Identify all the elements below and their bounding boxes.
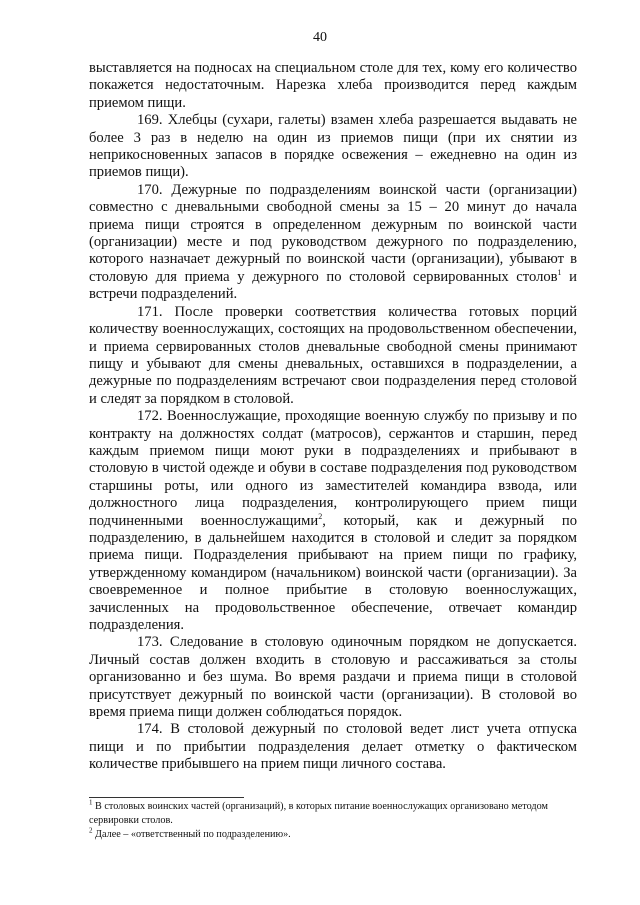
paragraph-170-text: 170. Дежурные по подразделениям воинской части (организации) совместно с дневальными свободной смены за 15 – 20 минут до начала приема пищи строятся в определенном дежурным по воинской части (организации) месте и под руководством дежурного по подразделению, которого назначает дежурный по воинской части (организации), убывают в столовую для приема у дежурного по столовой сервированных столов [89,181,577,285]
footnote-1-mark: 1 [89,798,93,807]
footnote-ref-1: 1 [557,268,562,278]
paragraph-170-tail: и встречи подразделений. [89,268,577,303]
footnote-2-text: Далее – «ответственный по подразделению». [92,829,291,840]
footnote-2-mark: 2 [89,826,93,835]
paragraph-172-text: 172. Военнослужащие, проходящие военную службу по призыву и по контракту на должностях солдат (матросов), сержантов и старшин, перед каждым приемом пищи моют руки в подразделениях и прибывают в столовую в чистой одежде и обуви в составе подразделения под руководством старшины роты, или одного из заместителей командира взвода, или должностного лица подразделения, контролирующего прием пищи подчиненными военнослужащими [89,408,577,529]
page-number: 40 [313,30,327,45]
footnote-ref-2: 2 [318,511,323,521]
footnote-1-text: В столовых воинских частей (организаций), в которых питание военнослужащих организовано методом сервировки столов. [89,801,548,826]
paragraph-172 [89,408,577,634]
footnote-divider [89,797,244,798]
footnote-1 [89,800,577,828]
paragraph-171: 171. После проверки соответствия количества готовых порций количеству военнослужащих, состоящих на продовольственном обеспечении, и приема сервированных столов дневальные свободной смены принимают пищу и убывают для смены дневальных, оставшихся в подразделении, а дежурные по подразделениям встречают свои подразделения перед столовой и следят за порядком в столовой. [89,303,577,407]
footnote-2 [89,828,577,842]
paragraph-172-tail: , который, как и дежурный по подразделению, в дальнейшем находится в столовой и следит за порядком приема пищи. Подразделения прибывают на прием пищи по графику, утвержденному командиром (начальником) воинской части (организации). За своевременное и полное прибытие в столовую военнослужащих, зачисленных на продовольственное обеспечение, отвечает командир подразделения. [89,512,577,633]
document-body [89,60,577,774]
paragraph-174: 174. В столовой дежурный по столовой ведет лист учета отпуска пищи и по прибытии подразделения делает отметку о фактическом количестве прибывшего на прием пищи личного состава. [89,721,577,773]
paragraph-173: 173. Следование в столовую одиночным порядком не допускается. Личный состав должен входить в столовую и рассаживаться за столы организованно и без шума. Во время раздачи и приема пищи в столовой присутствует дежурный по воинской части (организации). В столовой во время приема пищи должен соблюдаться порядок. [89,634,577,721]
footnotes [89,800,577,842]
paragraph-170 [89,182,577,304]
paragraph-continuation: выставляется на подносах на специальном столе для тех, кому его количество покажется недостаточным. Нарезка хлеба производится перед каждым приемом пищи. [89,60,577,111]
paragraph-169: 169. Хлебцы (сухари, галеты) взамен хлеба разрешается выдавать не более 3 раз в неделю на один из приемов пищи (при их снятии из неприкосновенных запасов в порядке освежения – ежедневно на один из приемов пищи). [89,112,577,181]
